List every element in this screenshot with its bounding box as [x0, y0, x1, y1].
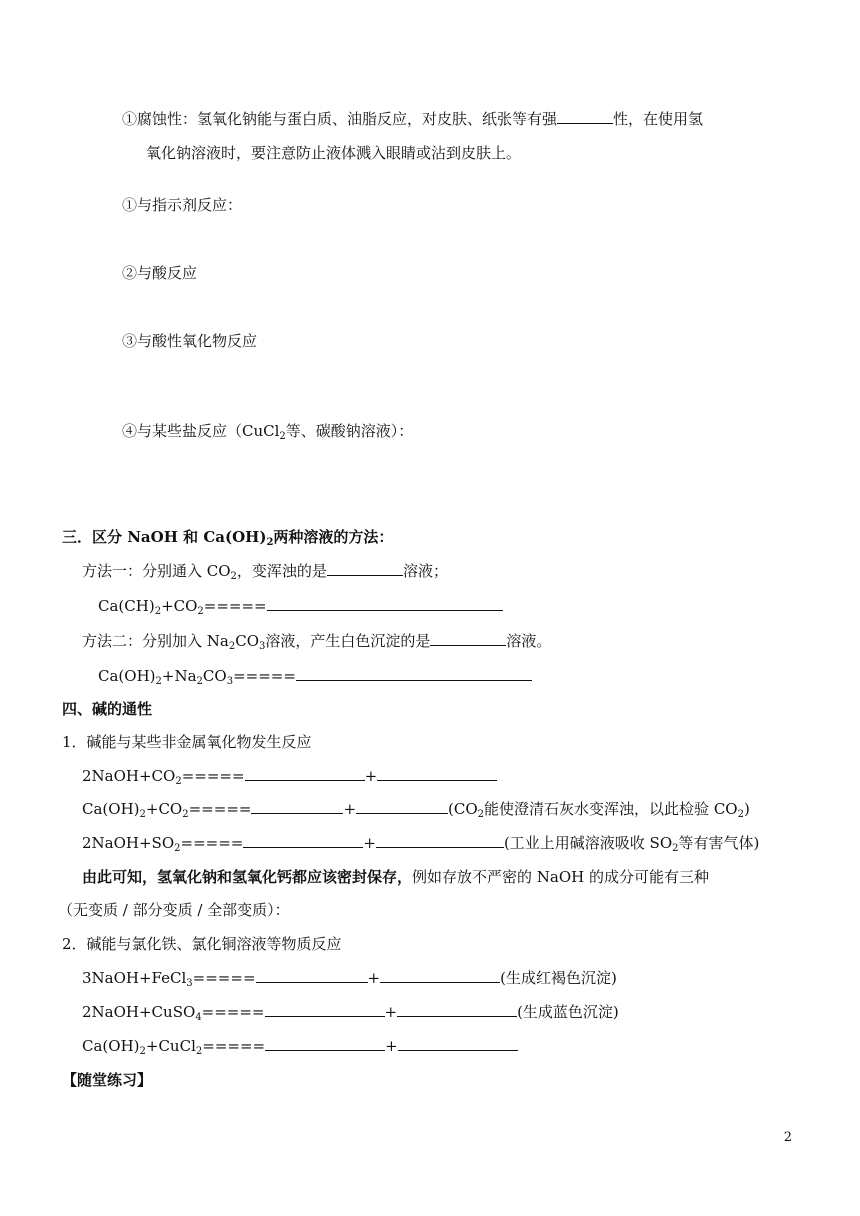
- blank[interactable]: [251, 798, 343, 814]
- blank[interactable]: [265, 1035, 385, 1051]
- blank[interactable]: [376, 832, 504, 848]
- blank[interactable]: [356, 798, 448, 814]
- point-2: 2．碱能与氯化铁、氯化铜溶液等物质反应: [62, 935, 342, 953]
- section-3-heading: 三．区分 NaOH 和 $Ca(OH)_2$两种溶液的方法：: [62, 528, 394, 548]
- blank[interactable]: [397, 1001, 517, 1017]
- blank[interactable]: [267, 595, 503, 611]
- reaction-1: $2NaOH+CO_2=====$ +: [82, 765, 497, 787]
- equation-2: $Ca(OH)_2+Na_2CO_3=====$: [98, 665, 532, 687]
- method-2: 方法二：分别加入 $Na_2CO_3$溶液，产生白色沉淀的是 溶液。: [82, 632, 552, 652]
- blank[interactable]: [398, 1035, 518, 1051]
- method-1: 方法一：分别通入 $CO_2$，变浑浊的是 溶液；: [82, 562, 448, 582]
- blank[interactable]: [377, 765, 497, 781]
- storage-note: 由此可知，氢氧化钠和氢氧化钙都应该密封保存，例如存放不严密的 NaOH 的成分可能有三种: [82, 868, 709, 886]
- page-number: 2: [783, 1130, 792, 1145]
- point-1: 1．碱能与某些非金属氧化物发生反应: [62, 733, 312, 751]
- blank[interactable]: [296, 665, 532, 681]
- reaction-4: 3NaOH+FeCl$_3$===== + (生成红褐色沉淀): [82, 969, 617, 989]
- blank[interactable]: [265, 1001, 385, 1017]
- corrosive-line-1: ①腐蚀性：氢氧化钠能与蛋白质、油脂反应，对皮肤、纸张等有强 性，在使用氢: [122, 110, 704, 128]
- item-indicator: ①与指示剂反应：: [122, 196, 243, 214]
- equation-1: $Ca(CH)_2+CO_2=====$: [98, 595, 503, 617]
- item-acid: ②与酸反应: [122, 264, 198, 282]
- storage-note-cont: （无变质 / 部分变质 / 全部变质）：: [58, 901, 290, 919]
- blank[interactable]: [256, 967, 368, 983]
- item-acid-oxide: ③与酸性氧化物反应: [122, 332, 258, 350]
- reaction-3: $2NaOH+SO_2=====$ + (工业上用碱溶液吸收 $SO_2$等有害气体): [82, 834, 760, 854]
- section-4-heading: 四、碱的通性: [62, 700, 153, 718]
- reaction-2: $Ca(OH)_2+CO_2===== + (CO_2$能使澄清石灰水变浑浊，以此检验 $CO_2$): [82, 800, 750, 820]
- blank[interactable]: [327, 560, 403, 576]
- blank[interactable]: [380, 967, 500, 983]
- blank[interactable]: [557, 108, 613, 124]
- blank[interactable]: [245, 765, 365, 781]
- reaction-6: $Ca(OH)_2+CuCl_2=====$ +: [82, 1035, 518, 1057]
- reaction-5: 2NaOH+CuSO$_4$===== + (生成蓝色沉淀): [82, 1003, 619, 1023]
- corrosive-line-2: 氧化钠溶液时，要注意防止液体溅入眼睛或沾到皮肤上。: [146, 144, 522, 162]
- blank[interactable]: [243, 832, 363, 848]
- blank[interactable]: [430, 630, 506, 646]
- item-salt: ④与某些盐反应（CuCl$_2$等、碳酸钠溶液）：: [122, 422, 414, 442]
- practice-heading: 【随堂练习】: [62, 1071, 153, 1089]
